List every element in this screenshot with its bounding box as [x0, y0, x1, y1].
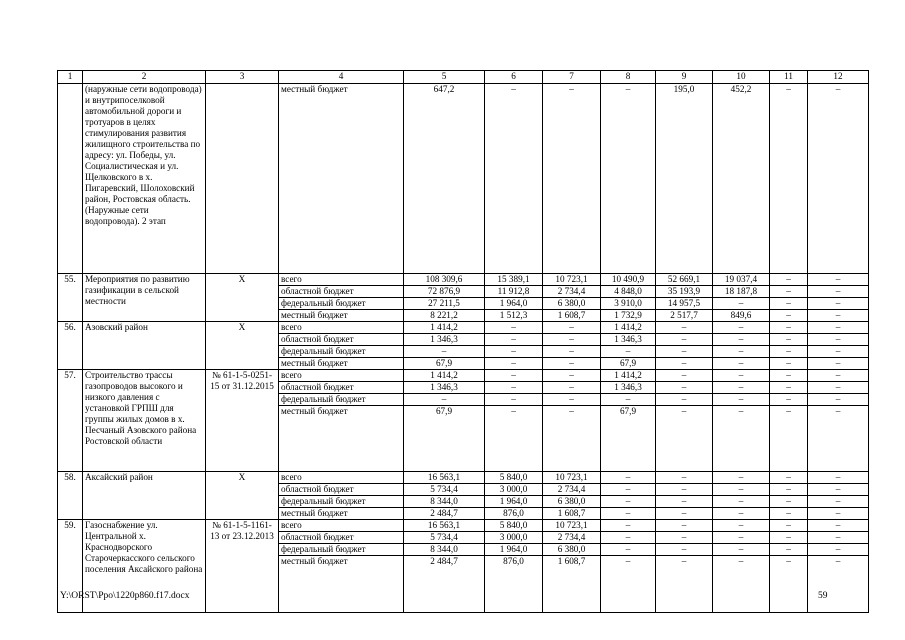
value-cell: – [543, 334, 601, 346]
value-cell: – [485, 334, 543, 346]
value-cell: – [808, 274, 869, 286]
funding-source: федеральный бюджет [279, 544, 404, 556]
value-cell: – [770, 298, 808, 310]
value-cell: – [656, 346, 713, 358]
value-cell: – [770, 274, 808, 286]
value-cell: – [656, 472, 713, 484]
funding-source: областной бюджет [279, 286, 404, 298]
value-cell: – [656, 544, 713, 556]
value-cell: – [808, 496, 869, 508]
funding-source: федеральный бюджет [279, 298, 404, 310]
value-cell: – [543, 358, 601, 370]
value-cell: – [713, 358, 770, 370]
value-cell: – [543, 84, 601, 274]
value-cell: 876,0 [485, 508, 543, 520]
value-cell: 18 187,8 [713, 286, 770, 298]
funding-source: областной бюджет [279, 484, 404, 496]
value-cell: 3 910,0 [601, 298, 656, 310]
value-cell: – [713, 556, 770, 613]
value-cell: – [713, 508, 770, 520]
value-cell: – [543, 382, 601, 394]
value-cell: – [808, 84, 869, 274]
value-cell: 195,0 [656, 84, 713, 274]
item-number [58, 84, 83, 274]
value-cell: 5 734,4 [404, 484, 485, 496]
value-cell: 27 211,5 [404, 298, 485, 310]
item-number: 56. [58, 322, 83, 370]
value-cell: 14 957,5 [656, 298, 713, 310]
budget-table [57, 70, 869, 613]
value-cell: 1 346,3 [404, 334, 485, 346]
value-cell: – [485, 394, 543, 406]
value-cell: – [770, 556, 808, 613]
value-cell: – [713, 520, 770, 532]
item-name: Мероприятия по развитию газификации в сельской местности [83, 274, 206, 322]
value-cell: 2 734,4 [543, 532, 601, 544]
value-cell: 35 193,9 [656, 286, 713, 298]
funding-source: всего [279, 370, 404, 382]
value-cell: 1 608,7 [543, 508, 601, 520]
value-cell: 849,6 [713, 310, 770, 322]
value-cell: – [713, 382, 770, 394]
value-cell: – [656, 334, 713, 346]
funding-source: областной бюджет [279, 532, 404, 544]
value-cell: 1 414,2 [404, 370, 485, 382]
value-cell: – [656, 370, 713, 382]
item-number: 59. [58, 520, 83, 613]
column-number-row [58, 71, 869, 84]
value-cell: – [808, 484, 869, 496]
value-cell: – [808, 322, 869, 334]
item-code: Х [206, 274, 279, 322]
item-code: № 61-1-5-1161-13 от 23.12.2013 [206, 520, 279, 613]
item-name: Аксайский район [83, 472, 206, 520]
value-cell: – [770, 334, 808, 346]
funding-source: местный бюджет [279, 406, 404, 472]
value-cell: – [713, 370, 770, 382]
value-cell: – [770, 484, 808, 496]
value-cell: – [770, 382, 808, 394]
funding-source: областной бюджет [279, 334, 404, 346]
value-cell: – [770, 84, 808, 274]
item-number: 58. [58, 472, 83, 520]
value-cell: – [713, 472, 770, 484]
value-cell: – [656, 394, 713, 406]
column-number: 8 [601, 71, 656, 84]
value-cell: – [808, 370, 869, 382]
value-cell: 647,2 [404, 84, 485, 274]
funding-source: областной бюджет [279, 382, 404, 394]
value-cell: 108 309,6 [404, 274, 485, 286]
value-cell: – [808, 532, 869, 544]
value-cell: 4 848,0 [601, 286, 656, 298]
value-cell: 2 734,4 [543, 286, 601, 298]
value-cell: – [485, 358, 543, 370]
value-cell: – [601, 556, 656, 613]
value-cell: – [543, 370, 601, 382]
value-cell: – [485, 382, 543, 394]
item-name: (наружные сети водопровода) и внутрипоселковой автомобильной дороги и тротуаров в целях стимулирования развития жилищного строительства по адресу: ул. Победы, ул. Социалистическая и ул. Щелковского в х. Пигаревский, Шолоховский район, Ростовская область. (Наружные сети водопровода). 2 этап [83, 84, 206, 274]
value-cell: 1 346,3 [601, 334, 656, 346]
table-row [58, 84, 869, 274]
value-cell: – [713, 496, 770, 508]
funding-source: местный бюджет [279, 84, 404, 274]
item-code: Х [206, 472, 279, 520]
value-cell: – [656, 382, 713, 394]
column-number: 7 [543, 71, 601, 84]
value-cell: – [770, 472, 808, 484]
value-cell: – [543, 394, 601, 406]
value-cell: – [656, 322, 713, 334]
table-row [58, 472, 869, 484]
column-number: 4 [279, 71, 404, 84]
value-cell: – [601, 508, 656, 520]
value-cell: – [770, 520, 808, 532]
value-cell: 2 484,7 [404, 556, 485, 613]
value-cell: – [656, 496, 713, 508]
value-cell: – [808, 520, 869, 532]
column-number: 11 [770, 71, 808, 84]
value-cell: 1 608,7 [543, 310, 601, 322]
value-cell: – [808, 382, 869, 394]
value-cell: – [770, 406, 808, 472]
value-cell: – [543, 346, 601, 358]
value-cell: – [713, 346, 770, 358]
value-cell: – [601, 84, 656, 274]
value-cell: 10 723,1 [543, 274, 601, 286]
value-cell: 2 734,4 [543, 484, 601, 496]
value-cell: – [601, 346, 656, 358]
funding-source: местный бюджет [279, 508, 404, 520]
value-cell: 11 912,8 [485, 286, 543, 298]
table-row [58, 370, 869, 382]
value-cell: – [770, 496, 808, 508]
value-cell: 1 512,3 [485, 310, 543, 322]
value-cell: – [485, 322, 543, 334]
value-cell: – [713, 334, 770, 346]
value-cell: 8 344,0 [404, 544, 485, 556]
value-cell: – [713, 394, 770, 406]
value-cell: 10 723,1 [543, 520, 601, 532]
item-number: 55. [58, 274, 83, 322]
value-cell: – [601, 484, 656, 496]
value-cell: 19 037,4 [713, 274, 770, 286]
value-cell: – [770, 358, 808, 370]
value-cell: – [808, 298, 869, 310]
value-cell: – [485, 406, 543, 472]
value-cell: – [404, 346, 485, 358]
column-number: 12 [808, 71, 869, 84]
column-number: 6 [485, 71, 543, 84]
item-code: Х [206, 322, 279, 370]
value-cell: – [601, 472, 656, 484]
value-cell: 6 380,0 [543, 298, 601, 310]
value-cell: – [770, 310, 808, 322]
value-cell: – [770, 286, 808, 298]
value-cell: – [656, 532, 713, 544]
value-cell: 1 414,2 [601, 322, 656, 334]
value-cell: – [808, 544, 869, 556]
funding-source: всего [279, 274, 404, 286]
value-cell: – [808, 358, 869, 370]
value-cell: – [770, 322, 808, 334]
value-cell: – [485, 84, 543, 274]
item-number: 57. [58, 370, 83, 472]
value-cell: – [808, 556, 869, 613]
value-cell: – [713, 298, 770, 310]
table-row [58, 274, 869, 286]
value-cell: – [770, 532, 808, 544]
value-cell: – [808, 508, 869, 520]
value-cell: – [770, 346, 808, 358]
funding-source: всего [279, 472, 404, 484]
funding-source: местный бюджет [279, 310, 404, 322]
value-cell: 1 964,0 [485, 298, 543, 310]
value-cell: 3 000,0 [485, 532, 543, 544]
value-cell: 67,9 [601, 406, 656, 472]
value-cell: – [485, 370, 543, 382]
value-cell: – [601, 520, 656, 532]
value-cell: – [808, 472, 869, 484]
value-cell: 52 669,1 [656, 274, 713, 286]
column-number: 1 [58, 71, 83, 84]
value-cell: 72 876,9 [404, 286, 485, 298]
value-cell: 16 563,1 [404, 472, 485, 484]
value-cell: – [656, 406, 713, 472]
value-cell: 16 563,1 [404, 520, 485, 532]
value-cell: – [656, 508, 713, 520]
value-cell: – [808, 406, 869, 472]
value-cell: – [713, 406, 770, 472]
table-row [58, 322, 869, 334]
value-cell: – [543, 406, 601, 472]
footer-file-path: Y:\ORST\Ppo\1220p860.f17.docx [60, 591, 190, 601]
value-cell: 15 389,1 [485, 274, 543, 286]
value-cell: 1 346,3 [601, 382, 656, 394]
value-cell: – [770, 394, 808, 406]
value-cell: – [770, 544, 808, 556]
value-cell: – [808, 286, 869, 298]
value-cell: – [713, 544, 770, 556]
value-cell: 67,9 [404, 358, 485, 370]
value-cell: 1 732,9 [601, 310, 656, 322]
value-cell: – [601, 532, 656, 544]
value-cell: 1 608,7 [543, 556, 601, 613]
item-code: № 61-1-5-0251-15 от 31.12.2015 [206, 370, 279, 472]
value-cell: 6 380,0 [543, 496, 601, 508]
funding-source: федеральный бюджет [279, 496, 404, 508]
value-cell: – [601, 544, 656, 556]
funding-source: местный бюджет [279, 358, 404, 370]
funding-source: местный бюджет [279, 556, 404, 613]
value-cell: – [770, 508, 808, 520]
table-row [58, 520, 869, 532]
item-name: Строительство трассы газопроводов высокого и низкого давления с установкой ГРПШ для группы жилых домов в х. Песчаный Азовского района Ростовской области [83, 370, 206, 472]
value-cell: 876,0 [485, 556, 543, 613]
value-cell: 5 840,0 [485, 472, 543, 484]
funding-source: федеральный бюджет [279, 346, 404, 358]
value-cell: 2 484,7 [404, 508, 485, 520]
value-cell: – [770, 370, 808, 382]
funding-source: всего [279, 520, 404, 532]
value-cell: – [808, 310, 869, 322]
value-cell: – [601, 496, 656, 508]
value-cell: 8 344,0 [404, 496, 485, 508]
value-cell: – [808, 346, 869, 358]
value-cell: 1 414,2 [404, 322, 485, 334]
value-cell: 10 490,9 [601, 274, 656, 286]
column-number: 3 [206, 71, 279, 84]
value-cell: 1 964,0 [485, 544, 543, 556]
value-cell: – [656, 484, 713, 496]
column-number: 9 [656, 71, 713, 84]
column-number: 2 [83, 71, 206, 84]
value-cell: 452,2 [713, 84, 770, 274]
value-cell: – [808, 334, 869, 346]
item-name: Газоснабжение ул. Центральной х. Краснодворского Старочеркасского сельского поселения Аксайского района [83, 520, 206, 613]
value-cell: 10 723,1 [543, 472, 601, 484]
column-number: 5 [404, 71, 485, 84]
value-cell: – [543, 322, 601, 334]
value-cell: 3 000,0 [485, 484, 543, 496]
value-cell: 6 380,0 [543, 544, 601, 556]
item-code [206, 84, 279, 274]
value-cell: – [601, 394, 656, 406]
footer-page-number: 59 [818, 591, 828, 601]
value-cell: 5 734,4 [404, 532, 485, 544]
value-cell: 8 221,2 [404, 310, 485, 322]
value-cell: – [485, 346, 543, 358]
value-cell: – [404, 394, 485, 406]
value-cell: 67,9 [404, 406, 485, 472]
value-cell: 5 840,0 [485, 520, 543, 532]
value-cell: – [808, 394, 869, 406]
item-name: Азовский район [83, 322, 206, 370]
column-number: 10 [713, 71, 770, 84]
value-cell: 2 517,7 [656, 310, 713, 322]
funding-source: федеральный бюджет [279, 394, 404, 406]
value-cell: 1 414,2 [601, 370, 656, 382]
value-cell: – [713, 484, 770, 496]
funding-source: всего [279, 322, 404, 334]
value-cell: – [656, 556, 713, 613]
value-cell: 1 964,0 [485, 496, 543, 508]
value-cell: – [656, 520, 713, 532]
value-cell: – [713, 322, 770, 334]
value-cell: 1 346,3 [404, 382, 485, 394]
value-cell: – [656, 358, 713, 370]
value-cell: 67,9 [601, 358, 656, 370]
value-cell: – [713, 532, 770, 544]
